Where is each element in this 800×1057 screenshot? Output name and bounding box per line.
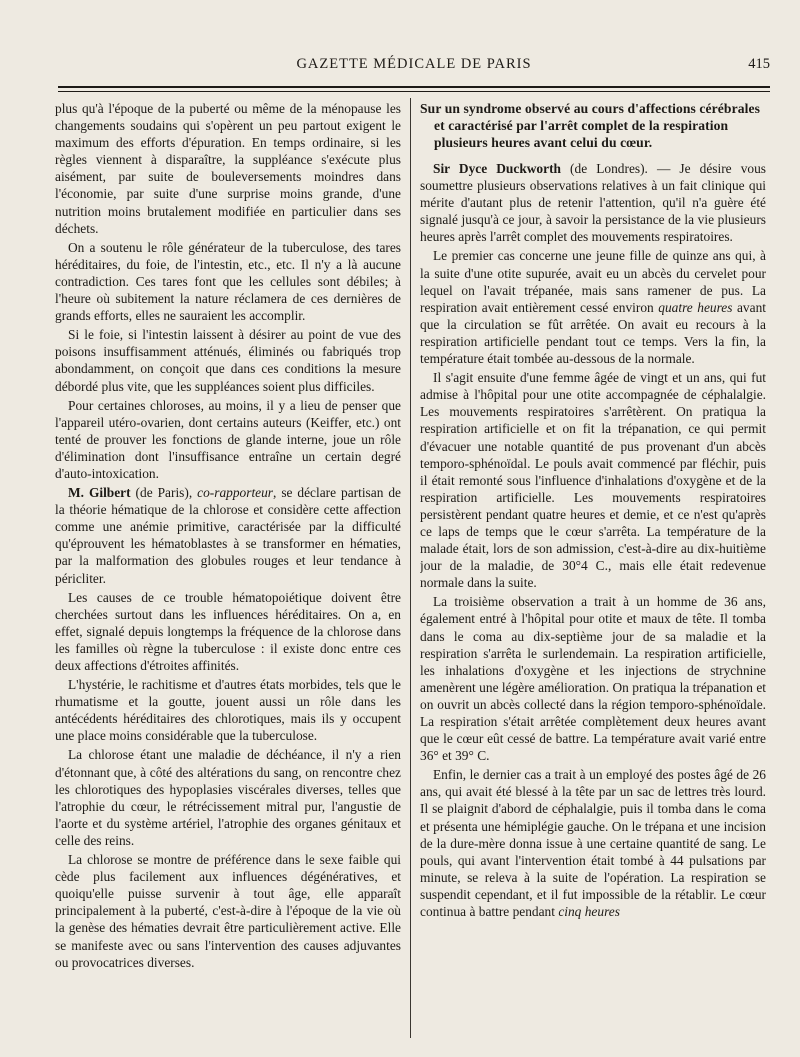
left-column [55, 100, 401, 1040]
emphasis: quatre heures [658, 299, 733, 315]
article-title: Sur un syndrome observé au cours d'affections cérébrales et caractérisé par l'arrêt complet de la respiration plusieurs heures avant celui du cœur. [420, 101, 761, 150]
paragraph: Si le foie, si l'intestin laissent à désirer au point de vue des poisons insuffisamment atténués, éliminés ou fabriqués trop abondamment, on conçoit que dans ces conditions la mesure débordé plus vite, que les suppléances soient plus difficiles. [55, 327, 401, 394]
speaker-name: Sir Dyce Duckworth [433, 161, 561, 176]
paragraph: L'hystérie, le rachitisme et d'autres états morbides, tels que le rhumatisme et la goutte, jouent aussi un rôle dans les antécédents héréditaires des chlorotiques, mais ils y occupent une place moins considérable que la tuberculose. [55, 677, 401, 744]
running-header [58, 56, 770, 80]
paragraph: La chlorose étant une maladie de déchéance, il n'y a rien d'étonnant que, à côté des altérations du sang, on rencontre chez les chlorotiques des hypoplasies viscérales diverses, telles que l'atrophie du cœur, le rétrécissement mitral pur, l'angustie de l'aorte et du système artériel, l'atrophie des organes génitaux et celle des reins. [55, 747, 401, 848]
paragraph: Les causes de ce trouble hématopoiétique doivent être cherchées surtout dans les influences héréditaires. On a, en effet, signalé depuis longtemps la fréquence de la chlorose dans les familles où règne la tuberculose : il existe donc entre ces deux affections d'étroites affinités. [55, 589, 401, 673]
paragraph [420, 247, 766, 367]
paragraph: Il s'agit ensuite d'une femme âgée de vingt et un ans, qui fut admise à l'hôpital pour une otite accompagnée de céphalalgie. Les mouvements respiratoires s'arrêtèrent. On pratiqua la respiration artificielle et on fit la trépanation, ce qui permit d'évacuer une notable quantité de pus provenant d'un abcès temporo-sphénoïdal. Le pouls avait commencé par fléchir, puis il était remonté sous l'influence d'inhalations d'oxygène et de la respiration artificielle. Les mouvements respiratoires persistèrent pendant quatre heures et demie, et ce n'est qu'après ce laps de temps que le cœur s'arrêta. La température de la malade était, lors de son admission, c'est-à-dire au dix-huitième jour de la maladie, de 30°4 C., mais elle était redevenue normale dans la suite. [420, 370, 766, 591]
paragraph [420, 160, 766, 245]
journal-title: GAZETTE MÉDICALE DE PARIS [296, 56, 532, 72]
paragraph [420, 766, 766, 920]
paragraph-text: , se déclare partisan de la théorie hématique de la chlorose et considère cette affection comme une anémie primitive, caractérisée par la difficulté qu'éprouvent les hématoblastes à se transformer en hématies, par la malformation des globules rouges et leur tendance à péricliter. [55, 485, 401, 586]
paragraph [55, 484, 401, 587]
header-rule-thin [58, 91, 770, 92]
paragraph: On a soutenu le rôle générateur de la tuberculose, des tares héréditaires, du foie, de l'intestin, etc., etc. Il n'y a là aucune contradiction. Ces tares font que les cellules sont débiles; à l'heure où subitement la nature réclamera de ces dernières de grands efforts, elles ne sauraient les accomplir. [55, 239, 401, 324]
paragraph-text: avant que la circulation se fût arrêtée. On avait eu recours à la respiration artificielle pendant tout ce temps. Vers la fin, la température était tombée au-dessous de la normale. [420, 299, 766, 367]
speaker-role: co-rapporteur [197, 485, 274, 501]
page-number: 415 [748, 56, 770, 72]
paragraph: Pour certaines chloroses, au moins, il y a lieu de penser que l'appareil utéro-ovarien, dont certains auteurs (Keiffer, etc.) ont tenté de prouver les fonctions de glande interne, joue un rôle d'élimination dont l'insuffisance entraîne un certain degré d'auto-intoxication. [55, 397, 401, 481]
speaker-name: M. Gilbert [68, 485, 131, 501]
column-divider [410, 98, 411, 1038]
paragraph: plus qu'à l'époque de la puberté ou même de la ménopause les changements soudains qui s'opèrent un peu partout exigent le maximum des efforts d'épuration. En temps ordinaire, si les règles viennent à disparaître, la suppléance s'exécute plus aisément, par suite de bouleversements moindres dans l'économie, par suite d'une surprise moins grande, d'une nutrition moins brutalement modifiée en particulier dans ses déchets. [55, 101, 401, 236]
paragraph: La chlorose se montre de préférence dans le sexe faible qui cède plus facilement aux influences dégénératives, et quoiqu'elle puisse survenir à tout âge, elle apparaît principalement à la puberté, c'est-à-dire à l'époque de la vie où la genèse des hématies devrait être particulièrement active. Elle se manifeste avec ou sans l'intervention des causes adjuvantes ou provocatrices diverses. [55, 852, 401, 970]
right-column [420, 100, 766, 1040]
header-rule [58, 86, 770, 88]
paragraph-text: (de Londres). — Je désire vous soumettre plusieurs observations relatives à un fait clinique qui mérite d'autant plus de retenir l'attention, qu'il n'a guère été signalé jusqu'à ce jour, à savoir la persistance de la vie plusieurs heures après l'arrêt complet des mouvements respiratoires. [420, 161, 766, 245]
paragraph-text: Enfin, le dernier cas a trait à un employé des postes âgé de 26 ans, qui avait été blessé à la tête par un sac de lettres très lourd. Il se plaignit d'abord de céphalalgie, puis il tomba dans le coma et présenta une hémiplégie gauche. On le trépana et une incision de la dure-mère donna issue à une certaine quantité de sang. Le pouls, qui avant l'intervention était tombé à 44 pulsations par minute, se releva à la suite de l'opération. La respiration se suspendit cependant, et il fut impossible de la rétablir. Le cœur continua à battre pendant [420, 767, 766, 920]
emphasis: cinq heures [558, 904, 620, 920]
paragraph-text: Le premier cas concerne une jeune fille de quinze ans qui, à la suite d'une otite supurée, avait eu un abcès du cervelet pour lequel on l'avait trépanée, mais sans ramener de pus. La respiration avait entièrement cessé environ [420, 248, 766, 315]
paragraph: La troisième observation a trait à un homme de 36 ans, également entré à l'hôpital pour otite et maux de tête. Il tomba dans le coma au dix-septième jour de sa maladie et la respiration s'arrêta le surlendemain. La respiration artificielle, les inhalations d'oxygène et les injections de strychnine amenèrent une légère amélioration. On pratiqua la trépanation et on ouvrit un abcès collecté dans la région temporo-sphénoïdale. La respiration s'était arrêtée complètement deux heures avant que le cœur eût cessé de battre. La température avait varié entre 36° et 39° C. [420, 594, 766, 764]
speaker-place: (de Paris), [130, 485, 198, 501]
